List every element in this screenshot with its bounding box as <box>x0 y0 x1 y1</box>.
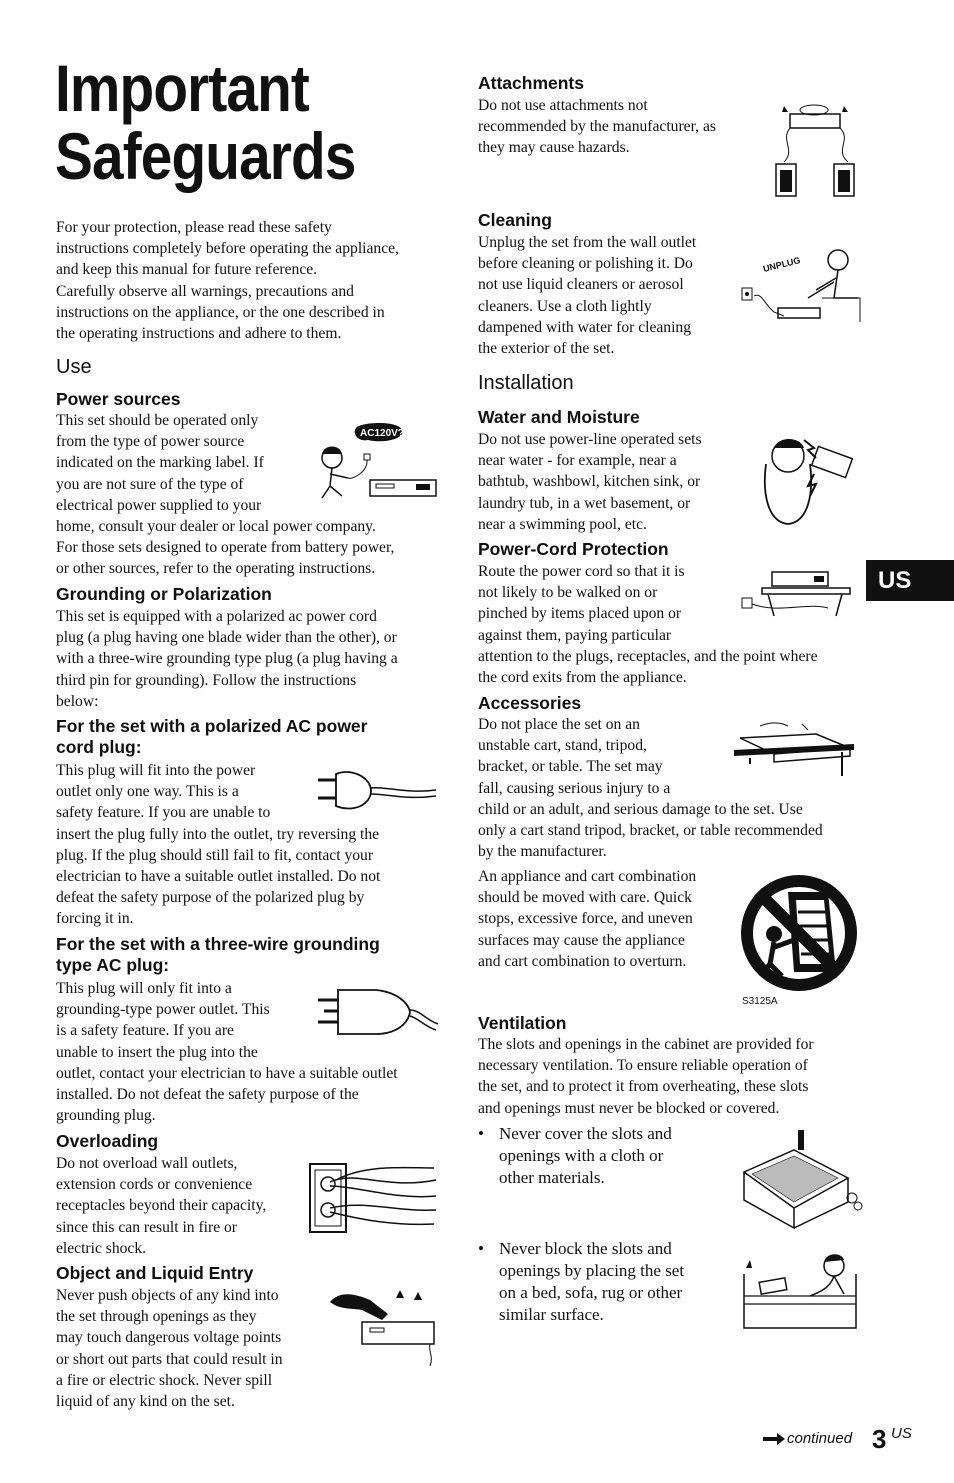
ac120v-label: AC120V? <box>360 428 404 439</box>
ventilation-text: The slots and openings in the cabinet are provided for necessary ventilation. To ensure reliable operation of the set, and to protect it from overheating, these slots and openings must never be blocked or covered. <box>478 1036 814 1117</box>
sofa-illustration <box>738 1244 862 1332</box>
polarized-heading: For the set with a polarized AC power cord plug: <box>56 716 368 757</box>
intro-paragraph: For your protection, please read these safety instructions completely before operating the appliance, and keep this manual for future reference. Carefully observe all warnings, precautions and instructions on the appliance, or the one described in the operating instructions and adhere to them. <box>56 219 399 343</box>
power-sources-heading: Power sources <box>56 389 181 409</box>
accessories-text: Do not place the set on an unstable cart, stand, tripod, bracket, or table. The set may fall, causing serious injury to a child or an adult, and serious damage to the set. Use only a cart stand tripod, bracket, or table recommended by the manufacturer. <box>478 716 823 861</box>
region-tab: US <box>866 560 954 601</box>
polarized-plug-illustration <box>316 768 438 814</box>
overloading-illustration <box>306 1160 440 1236</box>
water-moisture-illustration <box>758 434 856 528</box>
object-liquid-text: Never push objects of any kind into the set through openings as they may touch dangerous voltage points or short out parts that could result in a fire or electric shock. Never spill liquid of any kind on the set. <box>56 1287 283 1411</box>
bullet-marker: • <box>478 1124 484 1143</box>
attachments-heading: Attachments <box>478 73 584 93</box>
ventilation-bullet-1: • Never cover the slots and openings with a cloth or other materials. <box>478 1124 672 1187</box>
three-wire-plug-illustration <box>316 984 440 1040</box>
power-cord-heading: Power-Cord Protection <box>478 539 669 559</box>
cleaning-illustration <box>738 242 862 326</box>
continued-label: continued <box>787 1430 853 1447</box>
cloth-cover-illustration <box>738 1128 864 1232</box>
power-cord-illustration <box>738 568 858 620</box>
ventilation-bullet-2: • Never block the slots and openings by placing the set on a bed, sofa, rug or other similar surface. <box>478 1239 685 1324</box>
use-heading: Use <box>56 356 92 378</box>
attachments-illustration <box>772 100 860 200</box>
accessories-heading: Accessories <box>478 693 582 713</box>
object-liquid-heading: Object and Liquid Entry <box>56 1263 254 1283</box>
cart-caption: S3125A <box>742 996 778 1007</box>
grounding-heading: Grounding or Polarization <box>56 584 272 604</box>
bullet-marker: • <box>478 1239 484 1258</box>
cart-warning-text: An appliance and cart combination should be moved with care. Quick stops, excessive force, and uneven surfaces may cause the appliance and cart combination to overturn. <box>478 868 697 970</box>
unplug-label: UNPLUG <box>762 255 802 274</box>
polarized-text: This plug will fit into the power outlet only one way. This is a safety feature. If you are unable to insert the plug fully into the outlet, try reversing the plug. If the plug should still fail to fit, contact your electrician to have a suitable outlet installed. Do not defeat the safety purpose of the polarized plug by forcing it in. <box>56 762 381 928</box>
object-liquid-illustration <box>326 1286 440 1368</box>
attachments-text: Do not use attachments not recommended by the manufacturer, as they may cause hazards. <box>478 97 716 157</box>
three-wire-heading: For the set with a three-wire grounding type AC plug: <box>56 934 380 975</box>
installation-heading: Installation <box>478 372 574 394</box>
title-line-2: Safeguards <box>55 119 356 193</box>
page-title <box>55 51 356 193</box>
accessories-illustration <box>730 720 860 778</box>
cleaning-text: Unplug the set from the wall outlet before cleaning or polishing it. Do not use liquid cleaners or aerosol cleaners. Use a cloth lightly dampened with water for cleaning the exterior of the set. <box>478 234 697 358</box>
cart-tip-warning-icon <box>738 872 860 994</box>
power-source-illustration <box>308 420 440 502</box>
three-wire-text: This plug will only fit into a grounding-type power outlet. This is a safety feature. If you are unable to insert the plug into the outlet, contact your electrician to have a suitable outlet installed. Do not defeat the safety purpose of the grounding plug. <box>56 980 398 1125</box>
continued-arrow-icon <box>763 1433 785 1445</box>
overloading-heading: Overloading <box>56 1131 159 1151</box>
power-sources-text: This set should be operated only from the type of power source indicated on the marking label. If you are not sure of the type of electrical power supplied to your home, consult your dealer or local power company. For those sets designed to operate from battery power, or other sources, refer to the operating instructions. <box>56 412 395 578</box>
title-line-1: Important <box>55 51 309 125</box>
water-heading: Water and Moisture <box>478 407 640 427</box>
water-text: Do not use power-line operated sets near water - for example, near a bathtub, washbowl, kitchen sink, or laundry tub, in a wet basement, or near a swimming pool, etc. <box>478 431 702 533</box>
grounding-text: This set is equipped with a polarized ac power cord plug (a plug having one blade wider than the other), or with a three-wire grounding type plug (a plug having a third pin for grounding). Follow the instructions below: <box>56 608 398 710</box>
power-cord-text: Route the power cord so that it is not likely to be walked on or pinched by items placed upon or against them, paying particular attention to the plugs, receptacles, and the point where the cord exits from the appliance. <box>478 563 818 687</box>
page-number: 3 <box>872 1424 887 1454</box>
ventilation-heading: Ventilation <box>478 1013 567 1033</box>
page-number-suffix: US <box>891 1425 912 1442</box>
cleaning-heading: Cleaning <box>478 210 552 230</box>
overloading-text: Do not overload wall outlets, extension cords or convenience receptacles beyond their capacity, since this can result in fire or electric shock. <box>56 1155 267 1257</box>
